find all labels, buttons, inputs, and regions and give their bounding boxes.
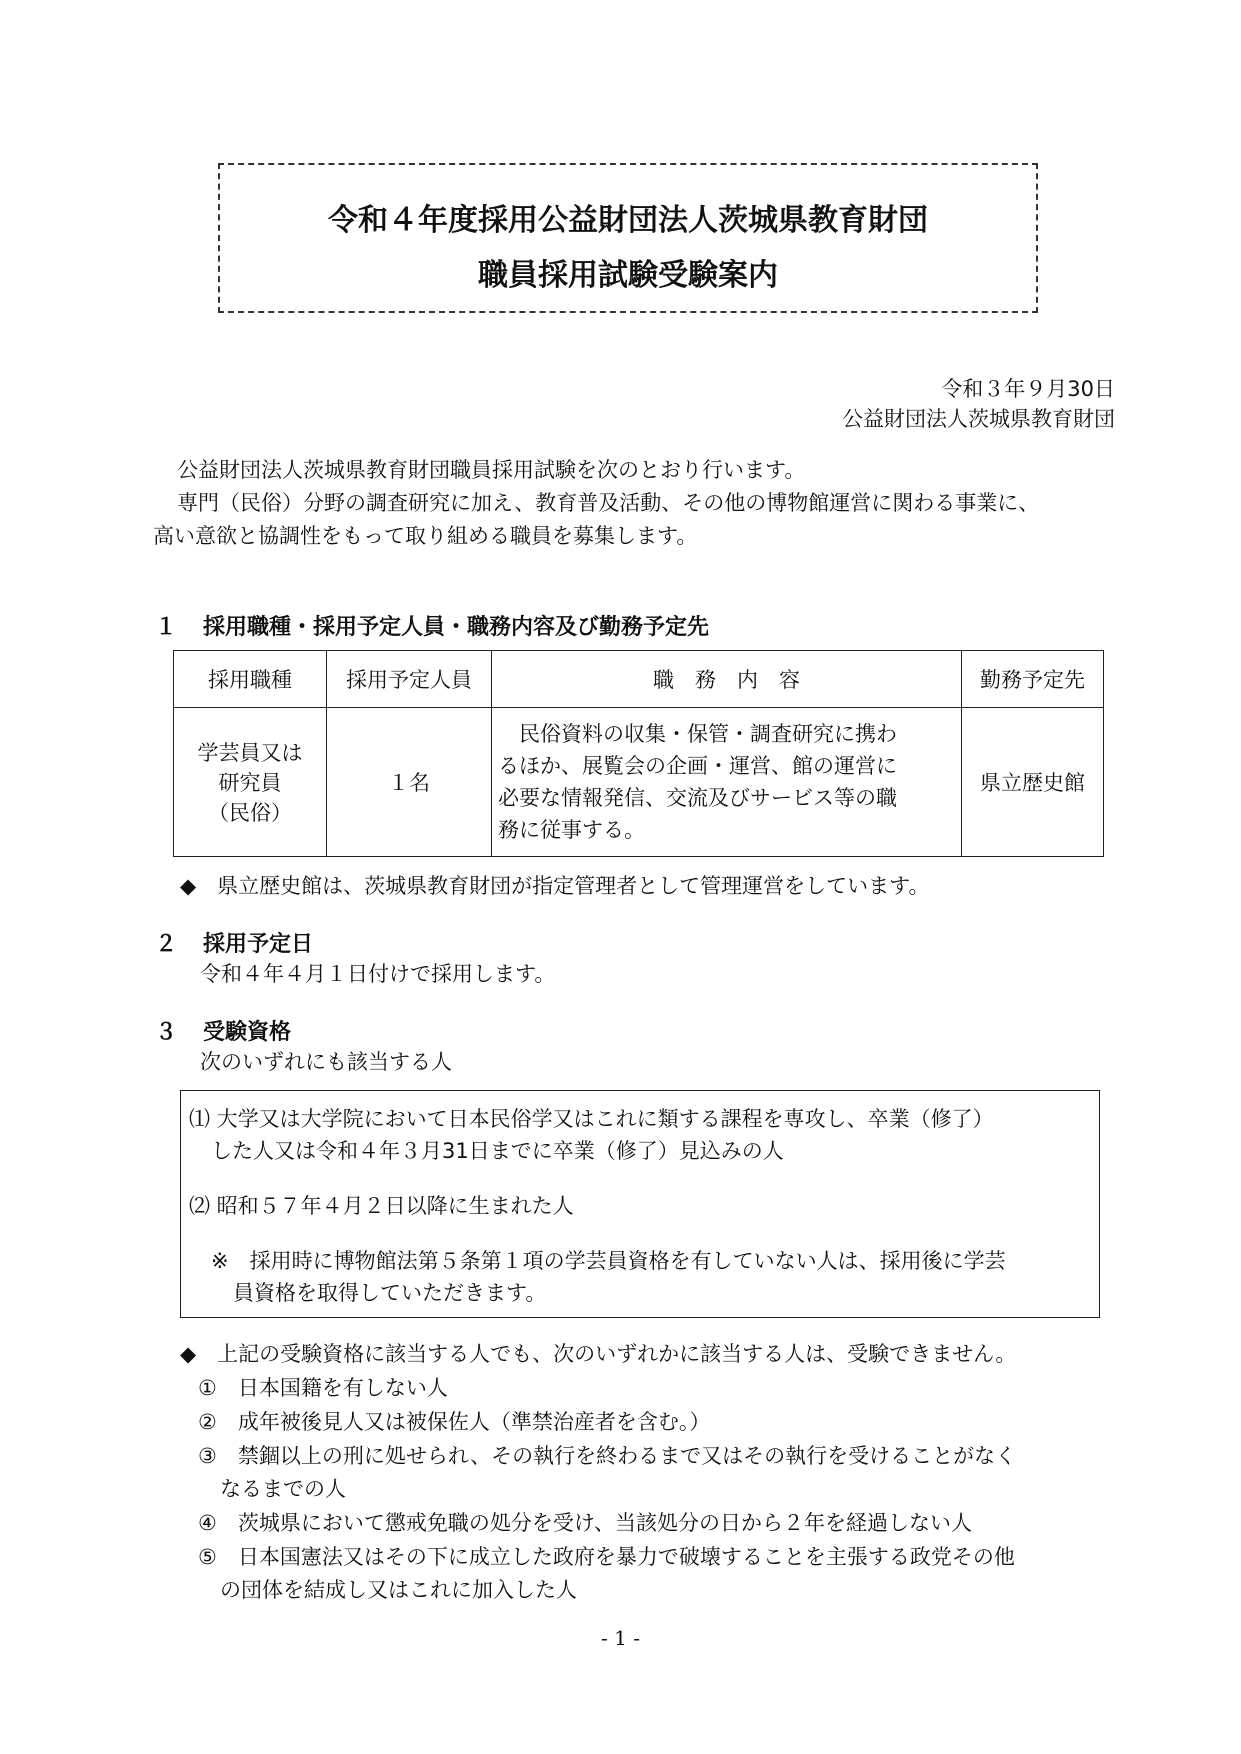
- header-duties: 職 務 内 容: [492, 651, 962, 708]
- cell-workplace: 県立歴史館: [962, 708, 1104, 857]
- exclusion-5-line-2: の団体を結成し又はこれに加入した人: [220, 1578, 577, 1602]
- intro-line-1: 公益財団法人茨城県教育財団職員採用試験を次のとおり行います。: [177, 458, 806, 482]
- cell-count: １名: [327, 708, 492, 857]
- job-type-line-1: 学芸員又は: [197, 741, 303, 765]
- section-3-heading: [155, 1015, 291, 1046]
- cell-duties: [492, 708, 962, 857]
- duty-line-2: るほか、展覧会の企画・運営、館の運営に: [498, 754, 897, 778]
- header-count: 採用予定人員: [327, 651, 492, 708]
- title-box: [218, 163, 1038, 313]
- exclusion-1: ① 日本国籍を有しない人: [198, 1376, 448, 1400]
- exclusion-3-line-2: なるまでの人: [220, 1477, 346, 1501]
- section-3-title: 受験資格: [203, 1020, 292, 1045]
- qualification-1-line-2: した人又は令和４年３月31日までに卒業（修了）見込みの人: [211, 1139, 784, 1163]
- intro-line-2: 専門（民俗）分野の調査研究に加え、教育普及活動、その他の博物館運営に関わる事業に、: [177, 491, 1040, 515]
- job-table-header-row: [174, 651, 1104, 708]
- title-line-2: 職員採用試験受験案内: [478, 258, 778, 293]
- duty-line-4: 務に従事する。: [498, 818, 645, 842]
- exclusion-3-line-1: ③ 禁錮以上の刑に処せられ、その執行を終わるまで又はその執行を受けることがなく: [198, 1444, 1017, 1468]
- section-1-heading: [155, 610, 709, 641]
- section-1-number: １: [155, 615, 178, 640]
- exclusion-lead: ◆ 上記の受験資格に該当する人でも、次のいずれかに該当する人は、受験できません。: [180, 1342, 1017, 1366]
- qualification-note-line-2: 員資格を取得していただきます。: [233, 1281, 547, 1305]
- issuer: 公益財団法人茨城県教育財団: [842, 407, 1115, 431]
- section-1-note: ◆ 県立歴史館は、茨城県教育財団が指定管理者として管理運営をしています。: [180, 874, 930, 898]
- exclusion-4: ④ 茨城県において懲戒免職の処分を受け、当該処分の日から２年を経過しない人: [198, 1511, 972, 1535]
- section-2-title: 採用予定日: [203, 932, 314, 957]
- section-3-lead: 次のいずれにも該当する人: [200, 1050, 452, 1074]
- exclusion-2: ② 成年被後見人又は被保佐人（準禁治産者を含む。）: [198, 1410, 711, 1434]
- page-number: - 1 -: [601, 1626, 640, 1650]
- header-workplace: 勤務予定先: [962, 651, 1104, 708]
- intro-line-3: 高い意欲と協調性をもって取り組める職員を募集します。: [153, 524, 698, 548]
- section-2-heading: [155, 927, 313, 958]
- qualification-1-line-1: ⑴ 大学又は大学院において日本民俗学又はこれに類する課程を専攻し、卒業（修了）: [189, 1107, 994, 1131]
- qualification-note-line-1: ※ 採用時に博物館法第５条第１項の学芸員資格を有していない人は、採用後に学芸: [211, 1249, 1006, 1273]
- issue-date: 令和３年９月30日: [941, 377, 1115, 401]
- job-table: [173, 650, 1104, 857]
- section-2-number: ２: [155, 932, 178, 957]
- title-line-1: 令和４年度採用公益財団法人茨城県教育財団: [328, 203, 928, 238]
- section-3-number: ３: [155, 1020, 178, 1045]
- section-2-text: 令和４年４月１日付けで採用します。: [200, 962, 556, 986]
- qualification-box: [180, 1090, 1100, 1318]
- exclusion-5-line-1: ⑤ 日本国憲法又はその下に成立した政府を暴力で破壊することを主張する政党その他: [198, 1545, 1015, 1569]
- job-table-row: [174, 708, 1104, 857]
- job-type-line-2: 研究員: [218, 771, 282, 795]
- qualification-2: ⑵ 昭和５７年４月２日以降に生まれた人: [189, 1194, 574, 1218]
- section-1-title: 採用職種・採用予定人員・職務内容及び勤務予定先: [203, 615, 710, 640]
- job-type-line-3: （民俗）: [208, 801, 292, 825]
- cell-job-type: [174, 708, 327, 857]
- header-job-type: 採用職種: [174, 651, 327, 708]
- duty-line-1: 民俗資料の収集・保管・調査研究に携わ: [498, 722, 897, 746]
- duty-line-3: 必要な情報発信、交流及びサービス等の職: [498, 786, 897, 810]
